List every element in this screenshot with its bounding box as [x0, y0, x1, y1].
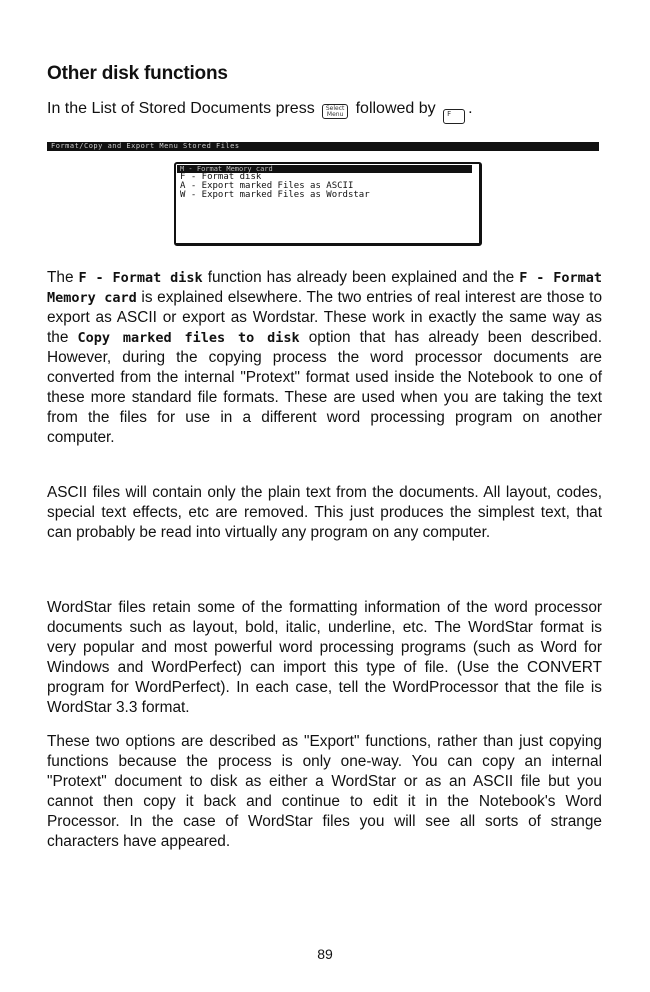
paragraph-4: These two options are described as "Export" functions, rather than just copying functions because the process is only one-way. You can copy an internal "Protext" document to disk as either a WordStar or as an ASCII file but you cannot then copy it back and continue to edit it in the Notebook's Word Processor. In the case of WordStar files you will see all sorts of strange characters have appeared. [47, 733, 602, 850]
p1-text-4: option that has already been described. However, during the copying process the word processor documents are converted from the internal "Protext" format used inside the Notebook to one of these more standard file formats. These are used when you are taking the text from the files for use in a different word processing program on another computer. [47, 329, 602, 446]
intro-text-before: In the List of Stored Documents press [47, 100, 315, 117]
menu-item-export-ascii[interactable]: A - Export marked Files as ASCII [180, 181, 354, 191]
intro-text-middle: followed by [355, 100, 436, 117]
intro-line [47, 99, 473, 124]
screen-top-bar [47, 142, 599, 151]
paragraph-1 [47, 268, 602, 448]
section-heading: Other disk functions [47, 63, 228, 84]
intro-text-after: . [468, 100, 473, 117]
menu-key-line-2: Menu [326, 111, 344, 118]
f-key-icon: F [443, 109, 465, 124]
p1-code-format-disk: F - Format disk [78, 270, 203, 286]
p1-text-1: The [47, 269, 79, 286]
page-number: 89 [317, 946, 333, 962]
paragraph-3: WordStar files retain some of the formatting information of the word processor documents such as layout, bold, italic, underline, etc. The WordStar format is very popular and most powerful word processing programs (such as Word for Windows and WordPerfect) can import this type of file. (Use the CONVERT program for WordPerfect). In each case, tell the WordProcessor that the file is WordStar 3.3 format. [47, 599, 602, 716]
menu-key-line-1: Select [325, 105, 345, 112]
menu-list [180, 173, 370, 200]
menu-item-export-wordstar[interactable]: W - Export marked Files as Wordstar [180, 190, 370, 200]
menu-item-format-disk[interactable]: F - Format disk [180, 172, 262, 182]
paragraph-2: ASCII files will contain only the plain text from the documents. All layout, codes, special text effects, etc are removed. This just produces the simplest text, that can probably be read into virtually any program on any computer. [47, 484, 602, 541]
select-menu-key-icon [322, 104, 348, 119]
p1-code-copy-marked: Copy marked files to disk [77, 330, 300, 346]
export-menu-dialog [174, 162, 482, 246]
p1-text-2: function has already been explained and the [202, 269, 520, 286]
dialog-title: M - Format Memory card [180, 165, 273, 173]
screen-top-bar-text: Format/Copy and Export Menu Stored Files [51, 142, 240, 150]
p1-text-3: is explained elsewhere. The two entries of real interest are those to export as ASCII or export as Wordstar. These work in exactly the same way as the [47, 289, 602, 346]
p1-code-format-memory-card: F - Format Memory card [47, 270, 603, 306]
